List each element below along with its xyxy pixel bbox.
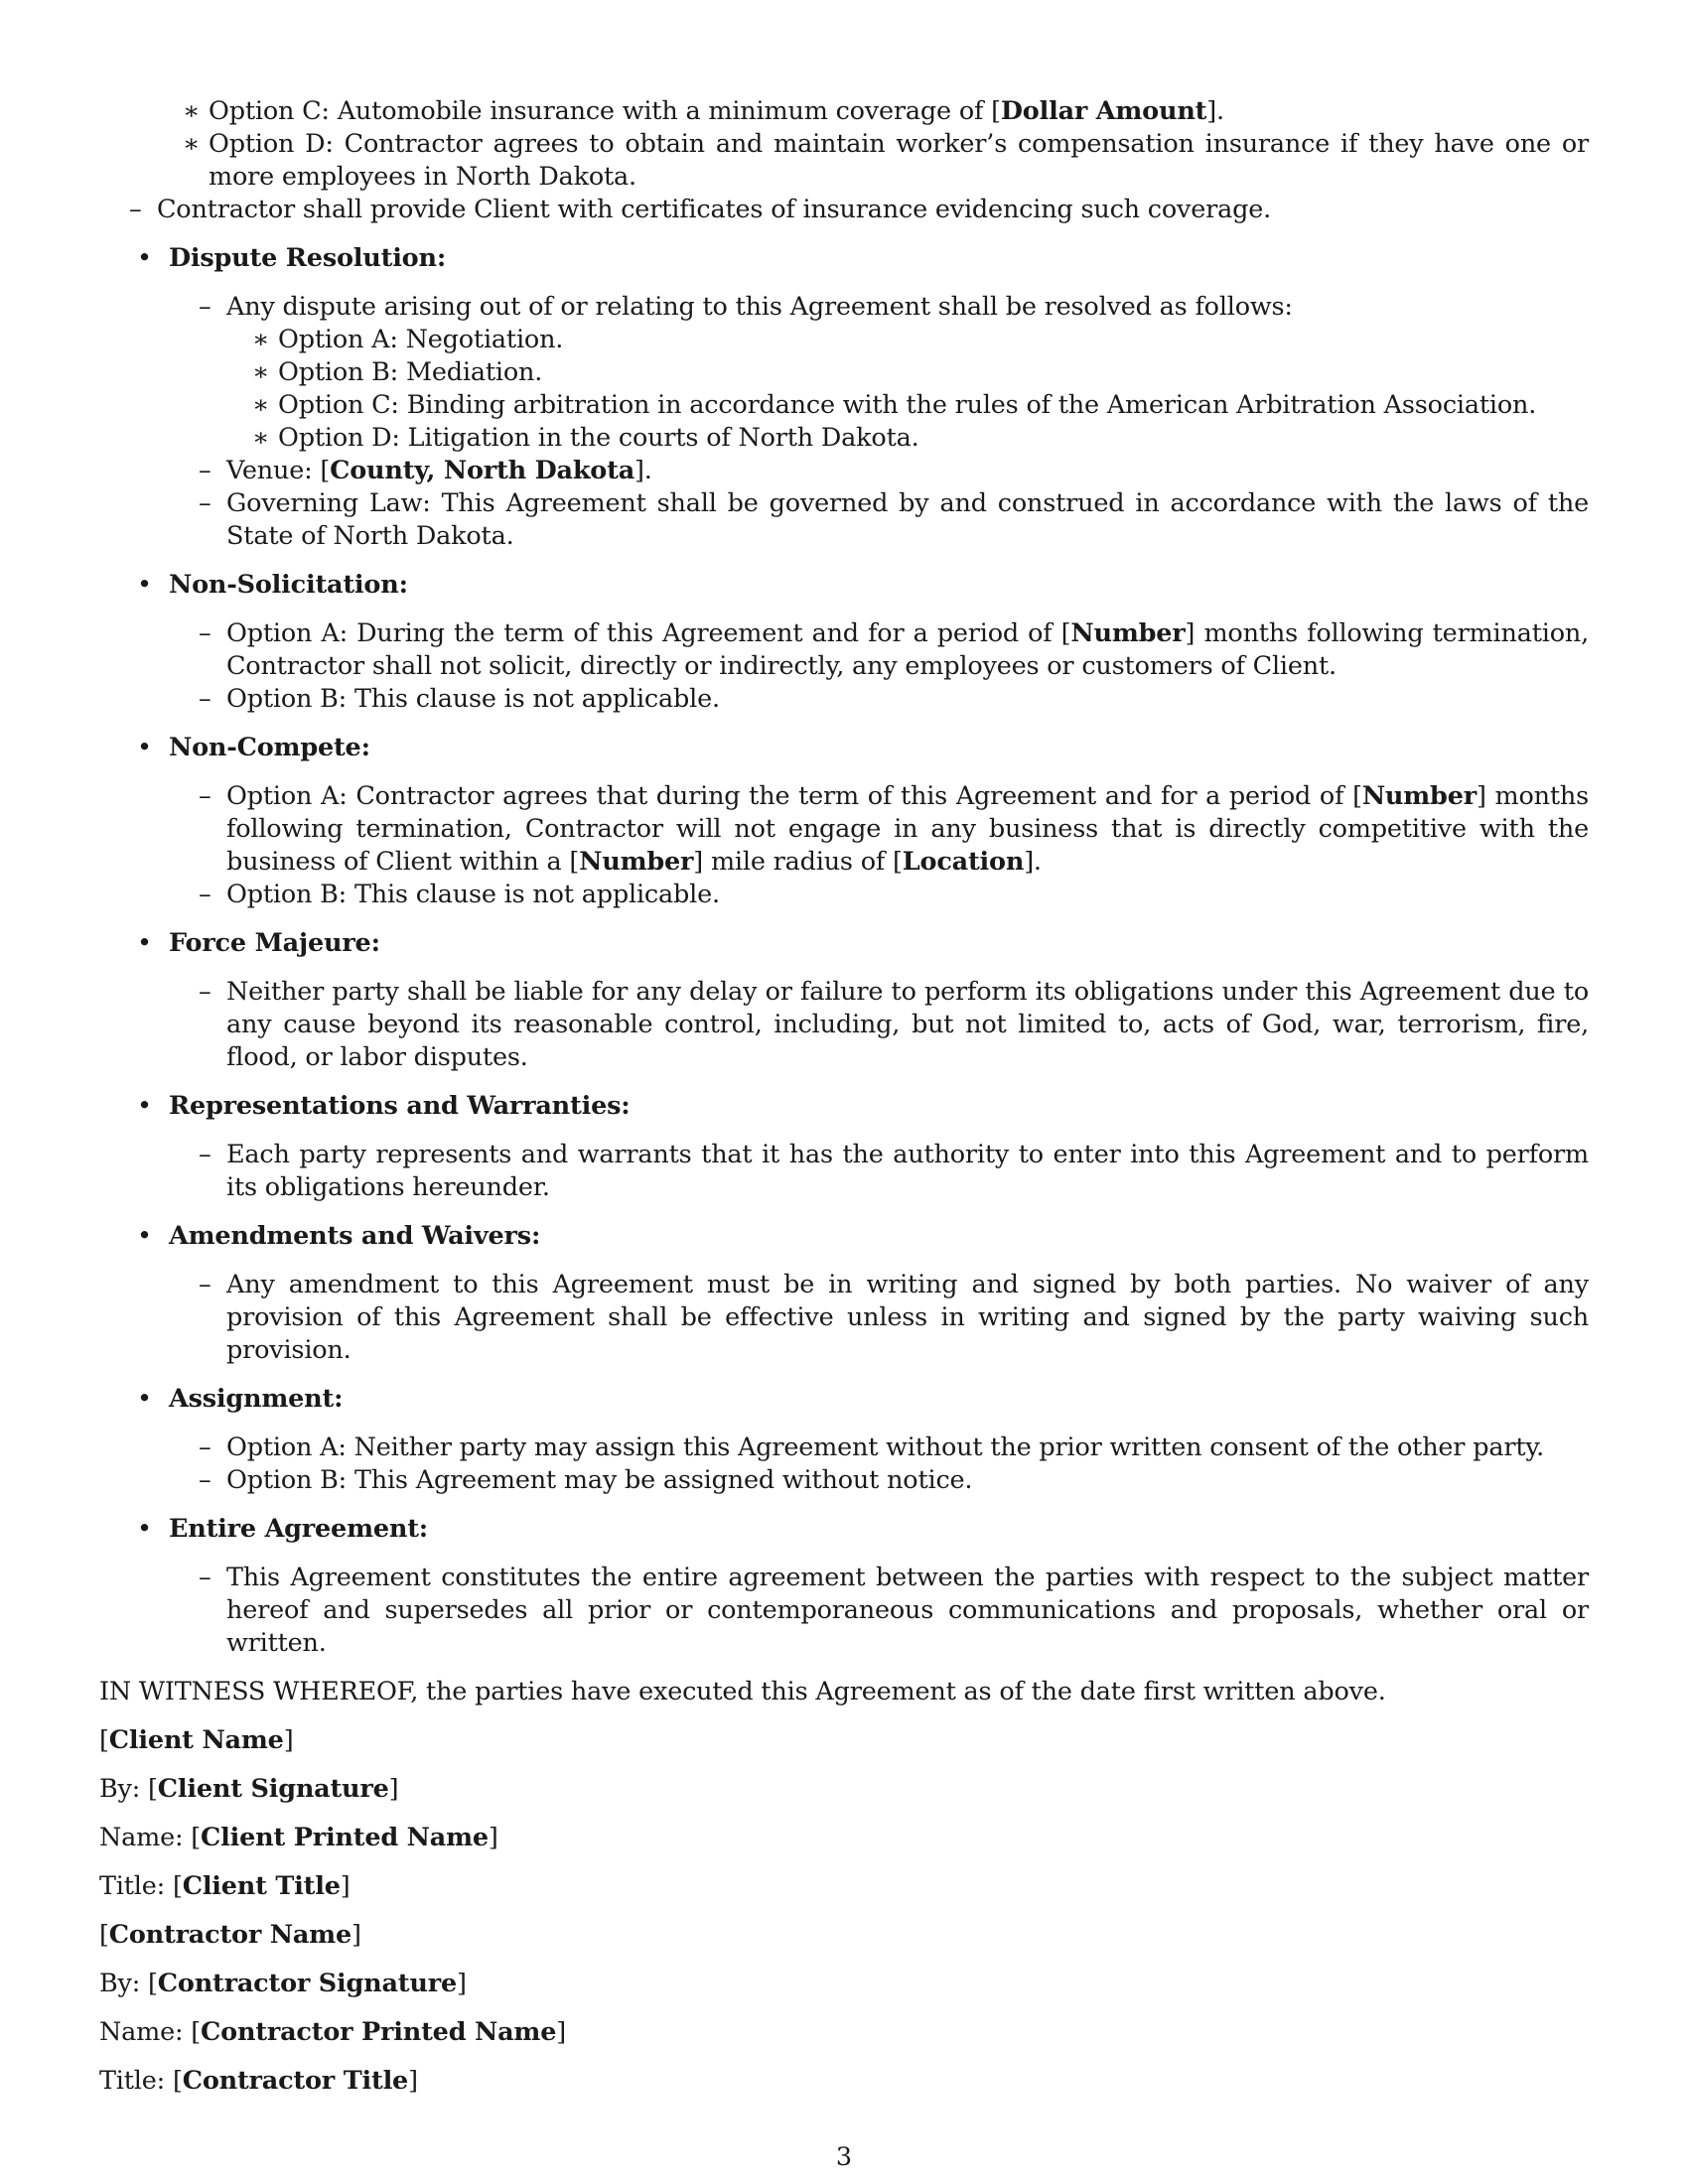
contractor-name-line: [Contractor Name] (99, 1920, 361, 1950)
dash-bullet-icon: – (199, 880, 211, 909)
dash-bullet-icon: – (199, 1465, 211, 1495)
non-solicitation-option-a: – Option A: During the term of this Agreement and for a period of [Number] months following termination, Contractor shall not solicit, directly or indirectly, any employees or customers of Client. (199, 618, 1590, 681)
document-page (99, 95, 1589, 2114)
client-name-line: [Client Name] (99, 1725, 294, 1755)
representations-list (169, 1139, 1589, 1204)
amendments-text: – Any amendment to this Agreement must be in writing and signed by both parties. No waiver of any provision of this Agreement shall be effective unless in writing and signed by the party waiving such provision. (199, 1270, 1589, 1365)
non-compete-option-a: – Option A: Contractor agrees that during the term of this Agreement and for a period of [Number] months following termination, Contractor will not engage in any business that is directly competitive with the business of Client within a [Number] mile radius of [Location]. (199, 781, 1589, 877)
contractor-printed-name-line: Name: [Contractor Printed Name] (99, 2017, 566, 2047)
section-list (99, 242, 1589, 1660)
bullet-icon: • (137, 243, 152, 273)
non-solicitation-list (169, 617, 1589, 716)
section-force-majeure (99, 927, 1589, 1074)
dispute-venue: – Venue: [County, North Dakota]. (199, 456, 652, 485)
dash-bullet-icon: – (199, 781, 211, 811)
entire-agreement-list (169, 1562, 1589, 1660)
dash-bullet-icon: – (199, 618, 211, 648)
section-title: Dispute Resolution: (169, 243, 447, 273)
force-majeure-list (169, 976, 1589, 1074)
amendments-list (169, 1269, 1589, 1367)
insurance-sublist (99, 95, 1589, 226)
non-compete-list (169, 780, 1589, 911)
dispute-option-b: ∗ Option B: Mediation. (252, 357, 543, 387)
section-title: Assignment: (169, 1384, 344, 1414)
non-compete-option-b: – Option B: This clause is not applicable. (199, 880, 720, 909)
dispute-options (169, 324, 1589, 455)
bullet-icon: • (137, 1384, 152, 1414)
dash-bullet-icon: – (199, 292, 211, 322)
insurance-options-item (99, 95, 1589, 194)
section-assignment (99, 1383, 1589, 1497)
bullet-icon: • (137, 1221, 152, 1251)
dash-bullet-icon: – (199, 684, 211, 714)
section-title: Non-Solicitation: (169, 570, 408, 600)
section-dispute-resolution (99, 242, 1589, 553)
entire-agreement-text: – This Agreement constitutes the entire agreement between the parties with respect to the subject matter hereof and supersedes all prior or contemporaneous communications and proposals, whether oral or written. (199, 1563, 1589, 1658)
star-bullet-icon: ∗ (252, 357, 270, 387)
star-bullet-icon: ∗ (252, 423, 270, 453)
page-number: 3 (835, 2142, 853, 2172)
dispute-list (169, 291, 1589, 553)
star-bullet-icon: ∗ (252, 390, 270, 420)
assignment-list (169, 1432, 1589, 1497)
dash-bullet-icon: – (199, 456, 211, 485)
client-signature-block (99, 1724, 1589, 1903)
dash-bullet-icon: – (199, 1433, 211, 1462)
dash-bullet-icon: – (199, 1140, 211, 1169)
section-title: Representations and Warranties: (169, 1091, 631, 1121)
insurance-option-c: ∗ Option C: Automobile insurance with a minimum coverage of [Dollar Amount]. (183, 96, 1224, 126)
dispute-intro: – Any dispute arising out of or relating to this Agreement shall be resolved as follows: ∗ Option A: Negotiation. ∗ Option B: Mediation. ∗ Option C: Binding arbitration in accordance with the rules of the American Arbitration Association. ∗ Option D: Litigation in the courts of North Dakota. (169, 291, 1589, 455)
insurance-option-d: ∗ Option D: Contractor agrees to obtain and maintain worker’s compensation insurance if they have one or more employees in North Dakota. (183, 129, 1589, 192)
section-entire-agreement (99, 1513, 1589, 1660)
dash-bullet-icon: – (199, 1270, 211, 1299)
section-amendments (99, 1220, 1589, 1367)
contractor-by-line: By: [Contractor Signature] (99, 1969, 467, 1998)
client-by-line: By: [Client Signature] (99, 1774, 399, 1804)
witness-statement: IN WITNESS WHEREOF, the parties have executed this Agreement as of the date first written above. (99, 1677, 1386, 1706)
insurance-continuation (99, 95, 1589, 226)
bullet-icon: • (137, 733, 152, 762)
assignment-option-a: – Option A: Neither party may assign this Agreement without the prior written consent of the other party. (199, 1433, 1545, 1462)
bullet-icon: • (137, 928, 152, 958)
section-title: Amendments and Waivers: (169, 1221, 541, 1251)
dash-bullet-icon: – (199, 1563, 211, 1592)
client-printed-name-line: Name: [Client Printed Name] (99, 1823, 498, 1852)
bullet-icon: • (137, 1514, 152, 1544)
insurance-certificates: – Contractor shall provide Client with certificates of insurance evidencing such coverage. (129, 195, 1272, 224)
bullet-icon: • (137, 1091, 152, 1121)
section-title: Force Majeure: (169, 928, 380, 958)
force-majeure-text: – Neither party shall be liable for any delay or failure to perform its obligations under this Agreement due to any cause beyond its reasonable control, including, but not limited to, acts of God, war, terrorism, fire, flood, or labor disputes. (199, 977, 1589, 1072)
assignment-option-b: – Option B: This Agreement may be assigned without notice. (199, 1465, 973, 1495)
dispute-option-a: ∗ Option A: Negotiation. (252, 325, 564, 354)
dash-bullet-icon: – (199, 977, 211, 1007)
bullet-icon: • (137, 570, 152, 600)
representations-text: – Each party represents and warrants that it has the authority to enter into this Agreement and to perform its obligations hereunder. (199, 1140, 1589, 1202)
insurance-options (157, 95, 1589, 194)
client-title-line: Title: [Client Title] (99, 1871, 351, 1901)
contractor-title-line: Title: [Contractor Title] (99, 2066, 418, 2096)
dash-bullet-icon: – (199, 488, 211, 518)
star-bullet-icon: ∗ (183, 96, 201, 126)
dispute-option-c: ∗ Option C: Binding arbitration in accordance with the rules of the American Arbitration Association. (252, 390, 1537, 420)
dispute-governing-law: – Governing Law: This Agreement shall be governed by and construed in accordance with the laws of the State of North Dakota. (199, 488, 1589, 551)
section-title: Entire Agreement: (169, 1514, 429, 1544)
star-bullet-icon: ∗ (183, 129, 201, 159)
non-solicitation-option-b: – Option B: This clause is not applicable. (199, 684, 720, 714)
dispute-option-d: ∗ Option D: Litigation in the courts of North Dakota. (252, 423, 919, 453)
section-title: Non-Compete: (169, 733, 370, 762)
section-non-compete (99, 732, 1589, 911)
section-non-solicitation (99, 569, 1589, 716)
contractor-signature-block (99, 1919, 1589, 2098)
star-bullet-icon: ∗ (252, 325, 270, 354)
section-representations (99, 1090, 1589, 1204)
dash-bullet-icon: – (129, 195, 142, 224)
